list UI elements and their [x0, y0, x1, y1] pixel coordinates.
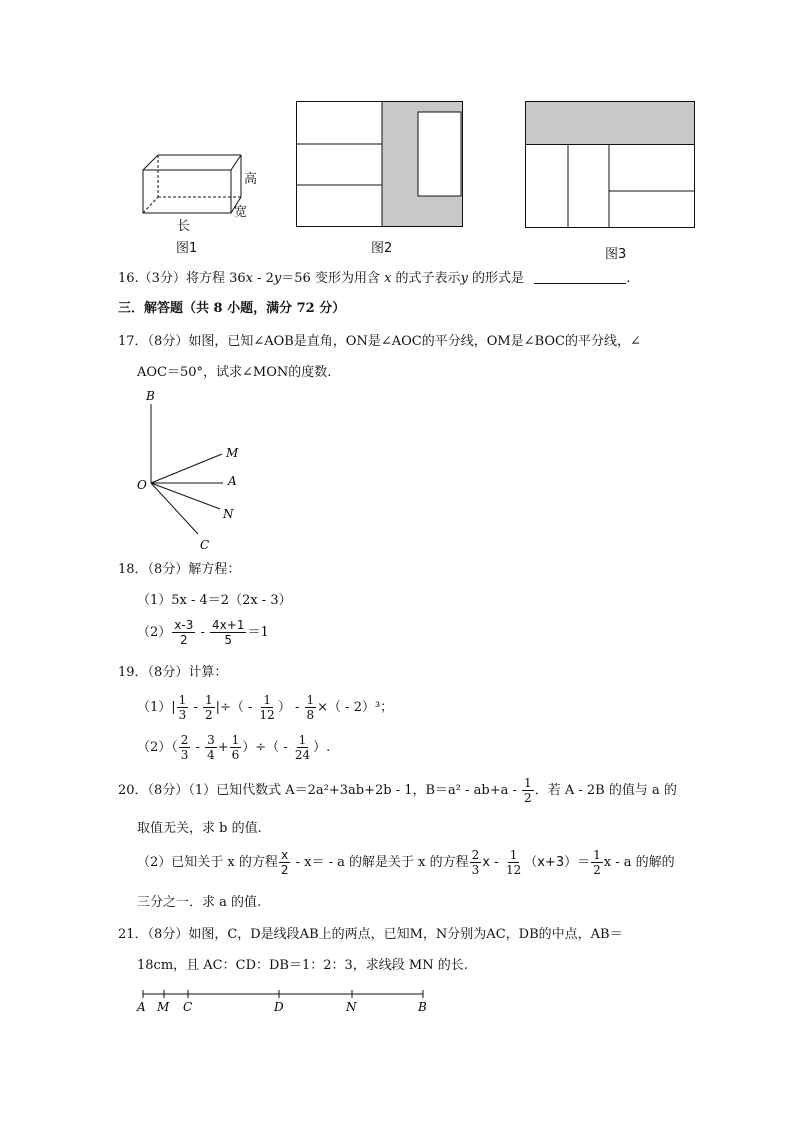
point-label-c: C: [200, 538, 210, 552]
point-label-m: M: [226, 446, 239, 460]
question-19-part1: （1）| $\frac{1}{3}$ - $\frac{1}{2}$ |÷（ - $\frac{1}{12}$ ） - $\frac{1}{8}$ ×（ - 2）³；: [137, 693, 394, 722]
question-21-line1: 21．（8分）如图，C，D是线段AB上的两点，已知M，N分别为AC，DB的中点，AB＝: [118, 927, 623, 942]
point-label-b: B: [146, 389, 155, 403]
question-21-line2: 18cm，且 AC：CD：DB＝1：2：3，求线段 MN 的长.: [137, 958, 468, 973]
seg-label-b: B: [418, 1000, 427, 1014]
question-18-title: 18．（8分）解方程：: [118, 562, 241, 577]
seg-label-n: N: [346, 1000, 357, 1014]
seg-label-c: C: [183, 1000, 193, 1014]
section-3-heading: 三．解答题（共 8 小题，满分 72 分）: [118, 301, 346, 316]
question-18-part1: （1）5x - 4＝2（2x - 3）: [137, 593, 292, 608]
fig1-caption: 图1: [176, 241, 198, 256]
figure-angle-aob: [130, 386, 250, 554]
seg-label-a: A: [137, 1000, 146, 1014]
point-label-n: N: [223, 507, 234, 521]
question-17-line2: AOC＝50°，试求∠MON的度数.: [137, 365, 332, 380]
point-label-a: A: [228, 474, 237, 488]
question-19-part2: （2）（ $\frac{2}{3}$ - $\frac{3}{4}$ + $\frac{1}{6}$ ）÷（ - $\frac{1}{24}$ ）.: [137, 733, 331, 762]
question-17-line1: 17．（8分）如图，已知∠AOB是直角，ON是∠AOC的平分线，OM是∠BOC的平分线，∠: [118, 334, 641, 349]
question-20-line2: 取值无关，求 b 的值.: [137, 821, 262, 836]
figure-2: [296, 101, 464, 228]
answer-blank[interactable]: [534, 271, 626, 284]
fig3-caption: 图3: [605, 247, 627, 262]
question-18-part2: （2） $\frac{x-3}{2}$ - $\frac{4x+1}{5}$ ＝1: [137, 618, 269, 647]
seg-label-d: D: [274, 1000, 284, 1014]
fig1-length-label: 长: [177, 219, 191, 234]
figure-3: [525, 101, 696, 229]
question-20-line4: 三分之一．求 a 的值.: [137, 895, 262, 910]
fig1-height-label: 高: [244, 172, 258, 187]
fig2-caption: 图2: [371, 241, 393, 256]
question-20-line1: 20．（8分）（1）已知代数式 A＝2a²+3ab+2b - 1，B＝a² - ab+a - $\frac{1}{2}$ ．若 A - 2B 的值与 a 的: [118, 776, 677, 805]
seg-label-m: M: [157, 1000, 170, 1014]
question-16: 16.（3分）将方程 36x - 2y＝56 变形为用含 x 的式子表示y 的形式是 .: [118, 271, 631, 286]
question-19-title: 19．（8分）计算：: [118, 665, 228, 680]
question-20-line3: （2）已知关于 x 的方程 $\frac{x}{2}$ - x＝ - a 的解是关于 x 的方程 $\frac{2}{3}$ x - $\frac{1}{12}$ （x+3）＝ $\frac{1}{2}$ x - a 的解的: [137, 848, 675, 877]
fig1-width-label: 宽: [234, 205, 248, 220]
point-label-o: O: [137, 478, 147, 492]
figure-segment-ab: [132, 988, 436, 1018]
